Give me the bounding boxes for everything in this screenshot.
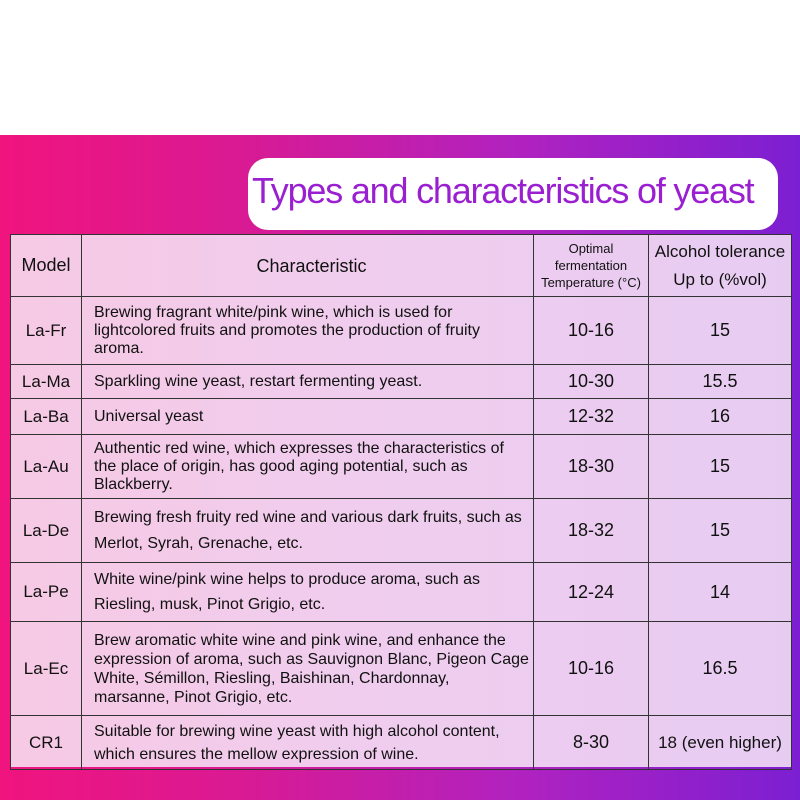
header-temperature	[534, 235, 649, 297]
row-temperature: 10-16	[534, 622, 649, 716]
row-temperature: 18-32	[534, 499, 649, 563]
row-alcohol: 15	[649, 435, 792, 499]
row-alcohol: 18 (even higher)	[649, 716, 792, 770]
row-model: La-De	[11, 499, 82, 563]
row-characteristic: Brewing fragrant white/pink wine, which is used for lightcolored fruits and promotes the production of fruity aroma.	[82, 297, 534, 365]
row-alcohol: 16	[649, 399, 792, 435]
header-characteristic: Characteristic	[82, 235, 534, 297]
header-alcohol	[649, 235, 792, 297]
row-characteristic: Sparkling wine yeast, restart fermenting yeast.	[82, 365, 534, 399]
row-temperature: 18-30	[534, 435, 649, 499]
row-temperature: 8-30	[534, 716, 649, 770]
row-alcohol: 16.5	[649, 622, 792, 716]
table-row	[11, 622, 792, 716]
row-model: La-Ma	[11, 365, 82, 399]
row-characteristic: White wine/pink wine helps to produce aroma, such as Riesling, musk, Pinot Grigio, etc.	[82, 563, 534, 622]
row-alcohol: 14	[649, 563, 792, 622]
row-model: La-Au	[11, 435, 82, 499]
table-row	[11, 399, 792, 435]
header-temperature-line3: Temperature (°C)	[541, 275, 641, 290]
row-model: La-Fr	[11, 297, 82, 365]
row-characteristic: Universal yeast	[82, 399, 534, 435]
row-characteristic: Brew aromatic white wine and pink wine, and enhance the expression of aroma, such as Sauvignon Blanc, Pigeon Cage White, Sémillon, Riesling, Baishinan, Chardonnay, marsanne, Pinot Grigio, etc.	[82, 622, 534, 716]
page-title: Types and characteristics of yeast	[252, 170, 754, 211]
row-model: La-Ba	[11, 399, 82, 435]
header-model: Model	[11, 235, 82, 297]
row-model: La-Pe	[11, 563, 82, 622]
row-alcohol: 15	[649, 499, 792, 563]
table-header-row	[11, 235, 792, 297]
table-row	[11, 435, 792, 499]
row-model: CR1	[11, 716, 82, 770]
row-temperature: 10-16	[534, 297, 649, 365]
header-alcohol-line1: Alcohol tolerance	[654, 241, 786, 261]
row-characteristic: Suitable for brewing wine yeast with high alcohol content, which ensures the mellow expression of wine.	[82, 716, 534, 770]
row-model: La-Ec	[11, 622, 82, 716]
row-temperature: 12-24	[534, 563, 649, 622]
row-alcohol: 15.5	[649, 365, 792, 399]
row-temperature: 12-32	[534, 399, 649, 435]
row-temperature: 10-30	[534, 365, 649, 399]
header-temperature-line2: fermentation	[554, 258, 628, 273]
header-alcohol-line2: Up to (%vol)	[673, 269, 767, 289]
table-row	[11, 499, 792, 563]
row-characteristic: Brewing fresh fruity red wine and various dark fruits, such as Merlot, Syrah, Grenache, etc.	[82, 499, 534, 563]
table-row	[11, 563, 792, 622]
row-alcohol: 15	[649, 297, 792, 365]
header-temperature-line1: Optimal	[568, 241, 614, 256]
row-characteristic: Authentic red wine, which expresses the characteristics of the place of origin, has good aging potential, such as Blackberry.	[82, 435, 534, 499]
table-row	[11, 365, 792, 399]
yeast-table	[10, 234, 792, 770]
table-row	[11, 716, 792, 770]
table-row	[11, 297, 792, 365]
